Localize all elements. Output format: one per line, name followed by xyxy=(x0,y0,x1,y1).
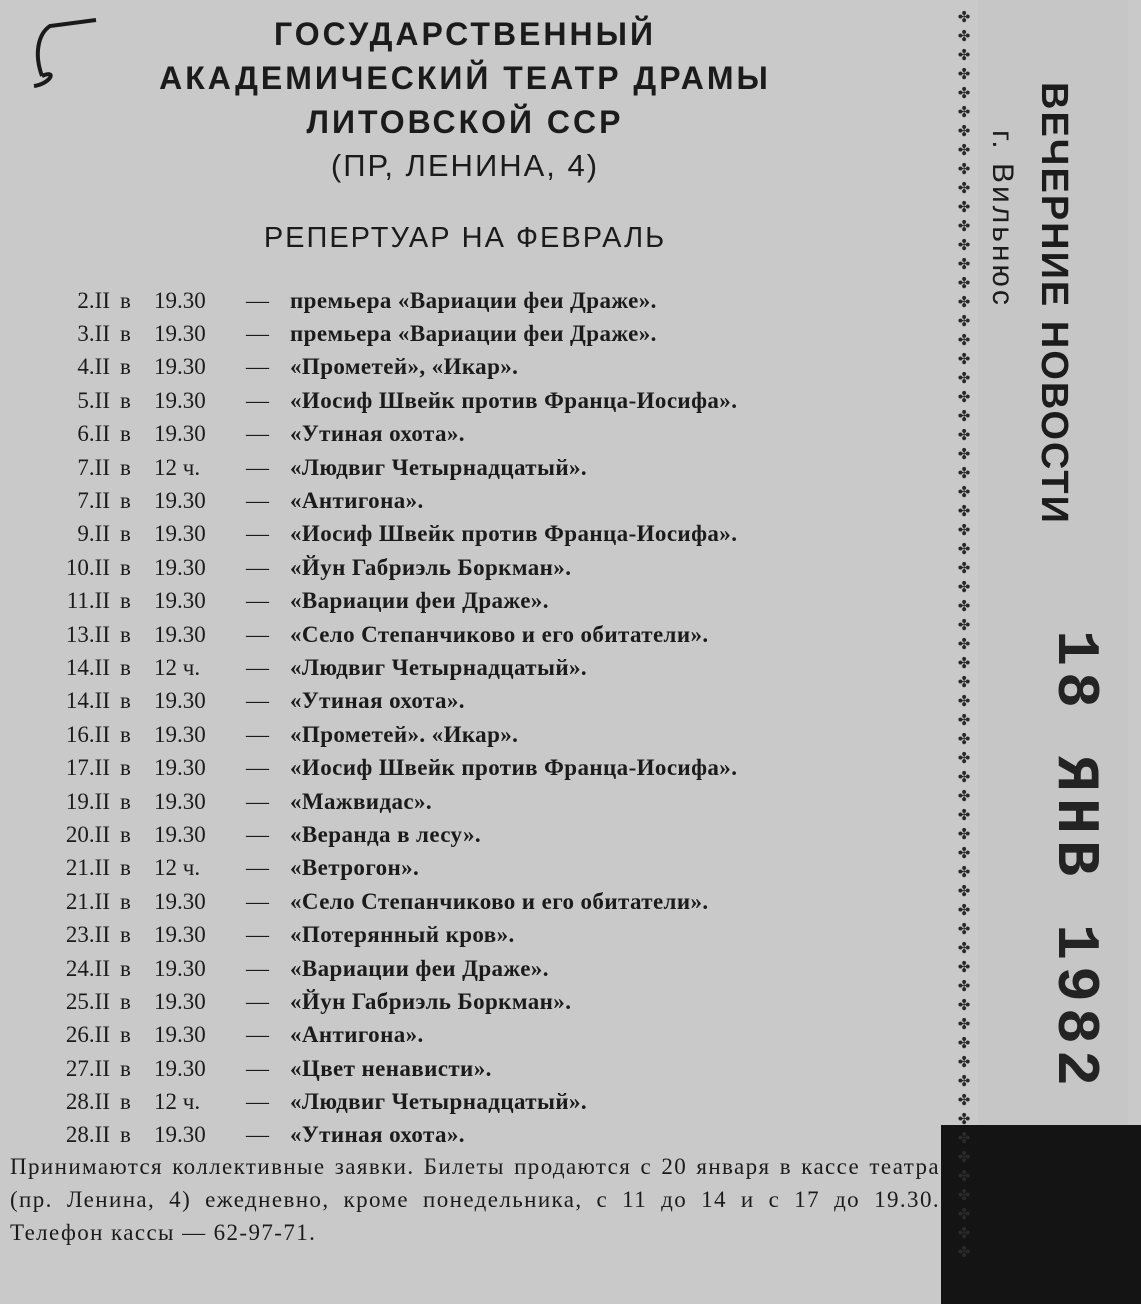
dash: — xyxy=(246,454,269,480)
performance-time: 19.30 xyxy=(154,588,206,614)
performance-date: 3.II xyxy=(77,321,110,347)
schedule-row xyxy=(30,351,950,384)
performance-date: 4.II xyxy=(77,354,110,380)
dash: — xyxy=(246,387,269,413)
play-title: «Цвет ненависти». xyxy=(290,1055,492,1081)
preposition: в xyxy=(120,454,131,480)
performance-date: 25.II xyxy=(65,988,110,1014)
preposition: в xyxy=(120,788,131,814)
dash: — xyxy=(246,688,269,714)
schedule-row xyxy=(30,518,950,551)
schedule-row xyxy=(30,1085,950,1118)
play-title: «Прометей», «Икар». xyxy=(290,354,519,380)
dash: — xyxy=(246,588,269,614)
ticket-info: Принимаются коллективные заявки. Билеты продаются с 20 января в кассе театра (пр. Ленина, 4) ежедневно, кроме понедельника, с 11 до 14 и с 17 до 19.30. Телефон кассы — 62-97-71. xyxy=(10,1154,940,1245)
performance-date: 21.II xyxy=(65,888,110,914)
schedule-row xyxy=(30,384,950,417)
preposition: в xyxy=(120,721,131,747)
performance-time: 19.30 xyxy=(154,1055,206,1081)
performance-time: 19.30 xyxy=(154,488,206,514)
performance-date: 16.II xyxy=(65,721,110,747)
play-title: премьера «Вариации феи Драже». xyxy=(290,287,657,313)
date-stamp: 18 ЯНВ 1982 xyxy=(1040,630,1108,1093)
dash: — xyxy=(246,888,269,914)
schedule-row xyxy=(30,751,950,784)
dash: — xyxy=(246,755,269,781)
play-title: «Утиная охота». xyxy=(290,688,465,714)
performance-time: 19.30 xyxy=(154,922,206,948)
schedule-row xyxy=(30,618,950,651)
schedule-row xyxy=(30,1052,950,1085)
schedule-row xyxy=(30,785,950,818)
preposition: в xyxy=(120,621,131,647)
dash: — xyxy=(246,988,269,1014)
performance-date: 28.II xyxy=(65,1122,110,1148)
preposition: в xyxy=(120,321,131,347)
play-title: «Село Степанчиково и его обитатели». xyxy=(290,888,709,914)
play-title: «Веранда в лесу». xyxy=(290,821,482,847)
play-title: «Йун Габриэль Боркман». xyxy=(290,554,572,580)
preposition: в xyxy=(120,521,131,547)
dash: — xyxy=(246,922,269,948)
performance-time: 12 ч. xyxy=(154,1089,201,1115)
performance-time: 19.30 xyxy=(154,988,206,1014)
performance-time: 19.30 xyxy=(154,688,206,714)
dash: — xyxy=(246,488,269,514)
play-title: «Иосиф Швейк против Франца-Иосифа». xyxy=(290,755,738,781)
performance-time: 19.30 xyxy=(154,721,206,747)
play-title: «Иосиф Швейк против Франца-Иосифа». xyxy=(290,387,738,413)
dash: — xyxy=(246,1055,269,1081)
preposition: в xyxy=(120,821,131,847)
performance-time: 19.30 xyxy=(154,788,206,814)
performance-time: 19.30 xyxy=(154,321,206,347)
schedule-row xyxy=(30,551,950,584)
preposition: в xyxy=(120,554,131,580)
theater-header xyxy=(60,12,870,144)
performance-date: 2.II xyxy=(77,287,110,313)
performance-date: 26.II xyxy=(65,1022,110,1048)
performance-date: 27.II xyxy=(65,1055,110,1081)
dash: — xyxy=(246,855,269,881)
header-line: АКАДЕМИЧЕСКИЙ ТЕАТР ДРАМЫ xyxy=(159,60,771,96)
performance-time: 19.30 xyxy=(154,755,206,781)
preposition: в xyxy=(120,1089,131,1115)
dash: — xyxy=(246,788,269,814)
header-line: ЛИТОВСКОЙ ССР xyxy=(306,104,624,140)
performance-time: 19.30 xyxy=(154,387,206,413)
repertoire-title: РЕПЕРТУАР НА ФЕВРАЛЬ xyxy=(263,222,667,254)
play-title: «Утиная охота». xyxy=(290,1122,465,1148)
dash: — xyxy=(246,721,269,747)
schedule-row xyxy=(30,918,950,951)
performance-time: 19.30 xyxy=(154,955,206,981)
schedule-row xyxy=(30,651,950,684)
schedule-row xyxy=(30,585,950,618)
dash: — xyxy=(246,321,269,347)
preposition: в xyxy=(120,421,131,447)
preposition: в xyxy=(120,888,131,914)
performance-time: 19.30 xyxy=(154,821,206,847)
schedule-row xyxy=(30,985,950,1018)
performance-time: 19.30 xyxy=(154,421,206,447)
preposition: в xyxy=(120,922,131,948)
performance-date: 20.II xyxy=(65,821,110,847)
schedule-list xyxy=(30,284,950,1152)
dash: — xyxy=(246,1089,269,1115)
play-title: «Антигона». xyxy=(290,1022,424,1048)
performance-date: 19.II xyxy=(65,788,110,814)
dash: — xyxy=(246,354,269,380)
schedule-row xyxy=(30,718,950,751)
play-title: «Потерянный кров». xyxy=(290,922,515,948)
schedule-row xyxy=(30,885,950,918)
preposition: в xyxy=(120,654,131,680)
preposition: в xyxy=(120,287,131,313)
preposition: в xyxy=(120,488,131,514)
play-title: «Утиная охота». xyxy=(290,421,465,447)
play-title: «Вариации феи Драже». xyxy=(290,588,549,614)
ornamental-divider: ✤ ✤ ✤ ✤ ✤ ✤ ✤ ✤ ✤ ✤ ✤ ✤ ✤ ✤ ✤ ✤ ✤ ✤ ✤ ✤ ✤ ✤ ✤ ✤ ✤ ✤ ✤ ✤ ✤ ✤ ✤ ✤ ✤ ✤ ✤ ✤ ✤ ✤ ✤ ✤ ✤ ✤ ✤ ✤ ✤ ✤ ✤ ✤ ✤ ✤ ✤ ✤ ✤ ✤ ✤ ✤ ✤ ✤ ✤ ✤ ✤ ✤ ✤ ✤ ✤ ✤ xyxy=(957,8,971,1258)
schedule-row xyxy=(30,852,950,885)
play-title: «Людвиг Четырнадцатый». xyxy=(290,454,588,480)
performance-time: 12 ч. xyxy=(154,454,201,480)
dash: — xyxy=(246,1022,269,1048)
performance-time: 19.30 xyxy=(154,554,206,580)
performance-date: 11.II xyxy=(66,588,110,614)
schedule-row xyxy=(30,484,950,517)
dash: — xyxy=(246,554,269,580)
dash: — xyxy=(246,621,269,647)
play-title: «Йун Габриэль Боркман». xyxy=(290,988,572,1014)
performance-time: 12 ч. xyxy=(154,855,201,881)
dash: — xyxy=(246,955,269,981)
schedule-row xyxy=(30,952,950,985)
dash: — xyxy=(246,287,269,313)
performance-date: 21.II xyxy=(65,855,110,881)
preposition: в xyxy=(120,755,131,781)
dash: — xyxy=(246,821,269,847)
dash: — xyxy=(246,421,269,447)
performance-date: 14.II xyxy=(65,688,110,714)
performance-date: 13.II xyxy=(65,621,110,647)
performance-date: 7.II xyxy=(77,454,110,480)
performance-time: 19.30 xyxy=(154,621,206,647)
performance-time: 19.30 xyxy=(154,888,206,914)
schedule-row xyxy=(30,1019,950,1052)
performance-time: 19.30 xyxy=(154,521,206,547)
preposition: в xyxy=(120,387,131,413)
performance-time: 19.30 xyxy=(154,354,206,380)
schedule-row xyxy=(30,685,950,718)
play-title: «Мажвидас». xyxy=(290,788,433,814)
performance-date: 5.II xyxy=(77,387,110,413)
play-title: «Антигона». xyxy=(290,488,424,514)
schedule-row xyxy=(30,418,950,451)
newspaper-name: ВЕЧЕРНИЕ НОВОСТИ xyxy=(1033,82,1075,525)
preposition: в xyxy=(120,988,131,1014)
preposition: в xyxy=(120,955,131,981)
performance-date: 6.II xyxy=(77,421,110,447)
performance-date: 17.II xyxy=(65,755,110,781)
play-title: «Село Степанчиково и его обитатели». xyxy=(290,621,709,647)
city-name: г. Вильнюс xyxy=(986,130,1019,308)
header-line: ГОСУДАРСТВЕННЫЙ xyxy=(274,16,656,52)
preposition: в xyxy=(120,855,131,881)
preposition: в xyxy=(120,354,131,380)
performance-date: 9.II xyxy=(77,521,110,547)
preposition: в xyxy=(120,1122,131,1148)
performance-date: 28.II xyxy=(65,1089,110,1115)
dash: — xyxy=(246,521,269,547)
performance-time: 19.30 xyxy=(154,287,206,313)
theater-address: (ПР, ЛЕНИНА, 4) xyxy=(330,148,600,183)
performance-time: 19.30 xyxy=(154,1022,206,1048)
play-title: «Иосиф Швейк против Франца-Иосифа». xyxy=(290,521,738,547)
play-title: «Прометей». «Икар». xyxy=(290,721,519,747)
schedule-row xyxy=(30,1119,950,1152)
performance-time: 12 ч. xyxy=(154,654,201,680)
schedule-row xyxy=(30,451,950,484)
schedule-row xyxy=(30,317,950,350)
performance-date: 23.II xyxy=(65,922,110,948)
play-title: «Людвиг Четырнадцатый». xyxy=(290,1089,588,1115)
performance-time: 19.30 xyxy=(154,1122,206,1148)
dash: — xyxy=(246,654,269,680)
performance-date: 24.II xyxy=(65,955,110,981)
play-title: «Людвиг Четырнадцатый». xyxy=(290,654,588,680)
play-title: «Ветрогон». xyxy=(290,855,420,881)
schedule-row xyxy=(30,284,950,317)
performance-date: 14.II xyxy=(65,654,110,680)
dash: — xyxy=(246,1122,269,1148)
schedule-row xyxy=(30,818,950,851)
preposition: в xyxy=(120,588,131,614)
preposition: в xyxy=(120,1022,131,1048)
preposition: в xyxy=(120,1055,131,1081)
performance-date: 7.II xyxy=(77,488,110,514)
performance-date: 10.II xyxy=(65,554,110,580)
preposition: в xyxy=(120,688,131,714)
play-title: премьера «Вариации феи Драже». xyxy=(290,321,657,347)
play-title: «Вариации феи Драже». xyxy=(290,955,549,981)
